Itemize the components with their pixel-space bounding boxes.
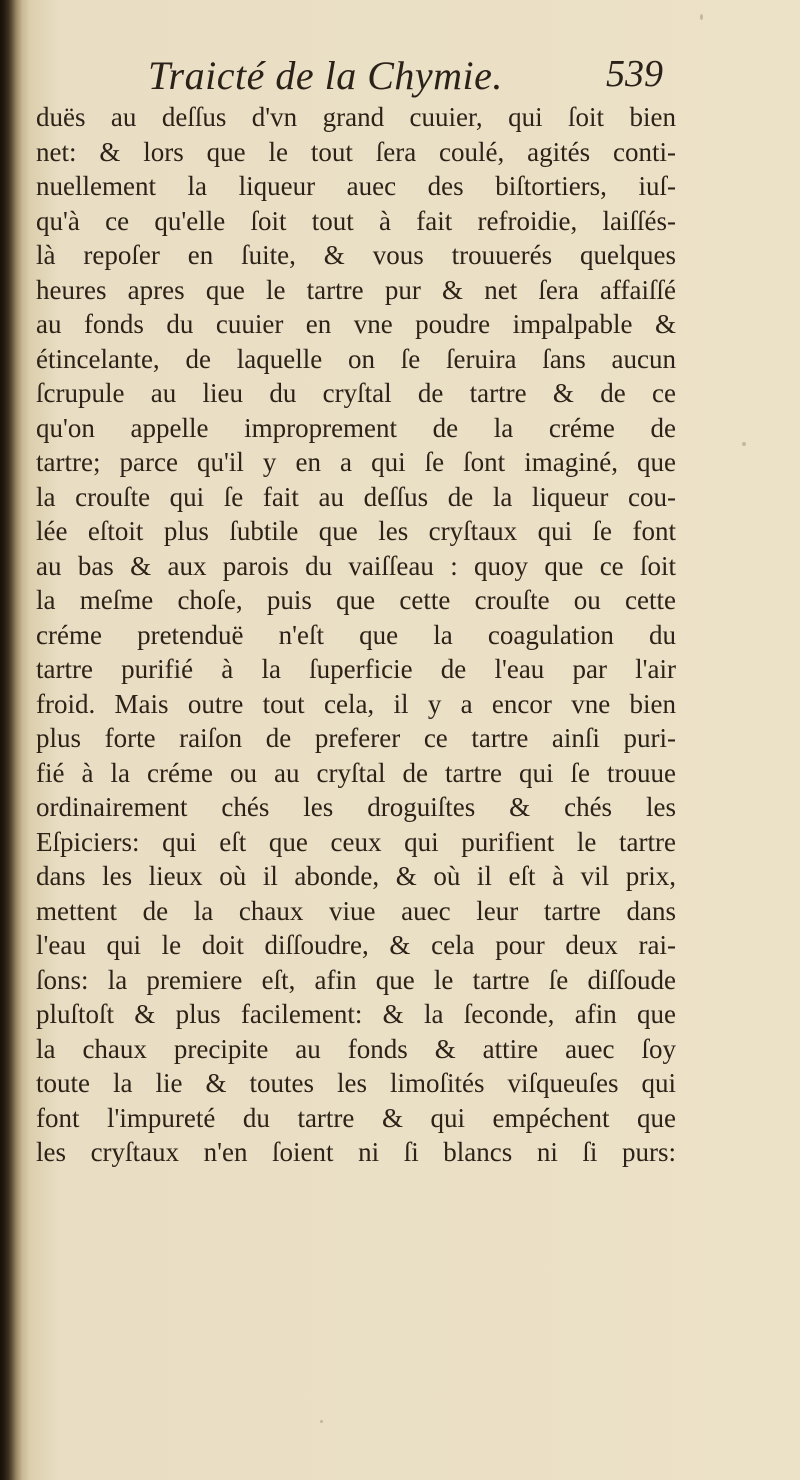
paper-speck <box>700 14 703 20</box>
text-line: plus forte raiſon de preferer ce tartre ainſi puri- <box>36 723 676 753</box>
text-line: ordinairement chés les droguiſtes & chés les <box>36 792 676 822</box>
text-line: tartre purifié à la ſuperficie de l'eau par l'air <box>36 654 676 684</box>
text-line: tartre; parce qu'il y en a qui ſe ſont imaginé, que <box>36 447 676 477</box>
binding-gutter <box>0 0 22 1480</box>
text-line: Eſpiciers: qui eſt que ceux qui purifient le tartre <box>36 826 676 857</box>
text-line: au fonds du cuuier en vne poudre impalpable & <box>36 309 676 339</box>
text-line: mettent de la chaux viue auec leur tartre dans <box>36 895 676 926</box>
page-header <box>0 48 800 108</box>
text-line: dans les lieux où il abonde, & où il eſt à vil prix, <box>36 861 676 891</box>
text-line: lée eſtoit plus ſubtile que les cryſtaux qui ſe font <box>36 516 676 546</box>
page-number: 539 <box>606 53 663 95</box>
paper-speck <box>742 442 746 446</box>
text-line: au bas & aux parois du vaiſſeau : quoy que ce ſoit <box>36 550 676 581</box>
text-line: duës au deſſus d'vn grand cuuier, qui ſoit bien <box>36 102 676 132</box>
text-line: fié à la créme ou au cryſtal de tartre qui ſe trouue <box>36 757 676 788</box>
paper-speck <box>320 1420 323 1423</box>
text-line: la meſme choſe, puis que cette crouſte ou cette <box>36 585 676 615</box>
text-line: qu'on appelle improprement de la créme de <box>36 412 676 443</box>
text-line: l'eau qui le doit diſſoudre, & cela pour deux rai- <box>36 930 676 960</box>
text-line: ſons: la premiere eſt, afin que le tartre ſe diſſoude <box>36 964 676 995</box>
text-line: ſcrupule au lieu du cryſtal de tartre & de ce <box>36 378 676 408</box>
text-line: net: & lors que le tout ſera coulé, agités conti- <box>36 136 676 167</box>
text-line: la chaux precipite au fonds & attire auec ſoy <box>36 1033 676 1064</box>
text-line: font l'impureté du tartre & qui empéchent que <box>36 1102 676 1133</box>
text-line: là repoſer en ſuite, & vous trouuerés quelques <box>36 240 676 270</box>
text-line: pluſtoſt & plus facilement: & la ſeconde, afin que <box>36 999 676 1029</box>
text-line: créme pretenduë n'eſt que la coagulation du <box>36 619 676 650</box>
text-line: toute la lie & toutes les limoſités viſqueuſes qui <box>36 1068 676 1098</box>
body-text <box>36 100 676 1170</box>
running-title: Traicté de la Chymie. <box>148 53 503 98</box>
text-line: la crouſte qui ſe fait au deſſus de la liqueur cou- <box>36 481 676 512</box>
text-line: les cryſtaux n'en ſoient ni ſi blancs ni ſi purs: <box>36 1137 676 1167</box>
text-line: froid. Mais outre tout cela, il y a encor vne bien <box>36 688 676 719</box>
text-line: heures apres que le tartre pur & net ſera affaiſſé <box>36 274 676 305</box>
text-line: étincelante, de laquelle on ſe ſeruira ſans aucun <box>36 343 676 374</box>
text-line: qu'à ce qu'elle ſoit tout à fait refroidie, laiſſés- <box>36 205 676 236</box>
text-line: nuellement la liqueur auec des biſtortiers, iuſ- <box>36 171 676 201</box>
